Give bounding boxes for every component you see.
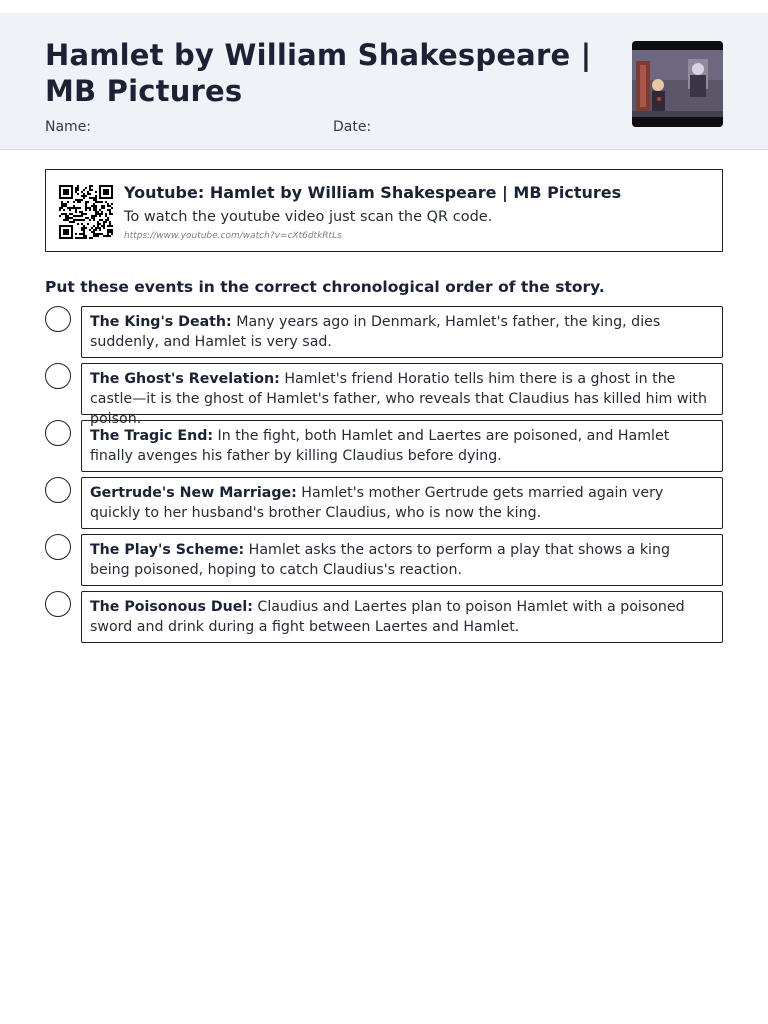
event-heading: The Tragic End:: [90, 428, 214, 444]
event-heading: The Ghost's Revelation:: [90, 371, 280, 387]
order-circle[interactable]: [45, 420, 71, 446]
event-text: Hamlet's friend Horatio tells him there is a ghost in the castle—it is the ghost of Hamlet's father, who reveals that Claudius has killed him with poison.: [90, 371, 707, 427]
instructions: Put these events in the correct chronological order of the story.: [45, 278, 605, 296]
event-text: Hamlet asks the actors to perform a play that shows a king being poisoned, hoping to catch Claudius's reaction.: [90, 542, 670, 578]
video-title: Youtube: Hamlet by William Shakespeare | MB Pictures: [124, 183, 622, 202]
event-text: Hamlet's mother Gertrude gets married again very quickly to her husband's brother Claudius, who is now the king.: [90, 485, 664, 521]
video-description: To watch the youtube video just scan the QR code.: [124, 209, 493, 225]
event-heading: The King's Death:: [90, 314, 232, 330]
date-label: Date:: [333, 119, 372, 135]
event-heading: The Play's Scheme:: [90, 542, 245, 558]
video-link-card: [45, 169, 723, 252]
event-list: [45, 306, 723, 648]
name-label: Name:: [45, 119, 92, 135]
order-circle[interactable]: [45, 363, 71, 389]
event-item: [45, 591, 723, 648]
event-heading: Gertrude's New Marriage:: [90, 485, 297, 501]
event-card: [81, 591, 723, 643]
event-item: [45, 477, 723, 534]
order-circle[interactable]: [45, 591, 71, 617]
event-card: [81, 306, 723, 358]
page-title: Hamlet by William Shakespeare | MB Pictures: [45, 38, 592, 108]
qr-code-icon[interactable]: [59, 185, 113, 239]
event-text: Many years ago in Denmark, Hamlet's father, the king, dies suddenly, and Hamlet is very sad.: [90, 314, 661, 350]
order-circle[interactable]: [45, 306, 71, 332]
event-heading: The Poisonous Duel:: [90, 599, 253, 615]
video-thumbnail: [632, 41, 723, 127]
video-url[interactable]: https://www.youtube.com/watch?v=cXt6dtkRtLs: [124, 231, 342, 241]
event-card: [81, 420, 723, 472]
event-item: [45, 534, 723, 591]
event-text: Claudius and Laertes plan to poison Hamlet with a poisoned sword and drink during a fight between Laertes and Hamlet.: [90, 599, 685, 635]
event-card: [81, 534, 723, 586]
order-circle[interactable]: [45, 477, 71, 503]
event-card: [81, 477, 723, 529]
event-item: [45, 363, 723, 427]
event-item: [45, 306, 723, 363]
event-text: In the fight, both Hamlet and Laertes are poisoned, and Hamlet finally avenges his father by killing Claudius before dying.: [90, 428, 670, 464]
event-item: [45, 420, 723, 477]
order-circle[interactable]: [45, 534, 71, 560]
worksheet-header: [0, 13, 768, 150]
event-card: [81, 363, 723, 427]
